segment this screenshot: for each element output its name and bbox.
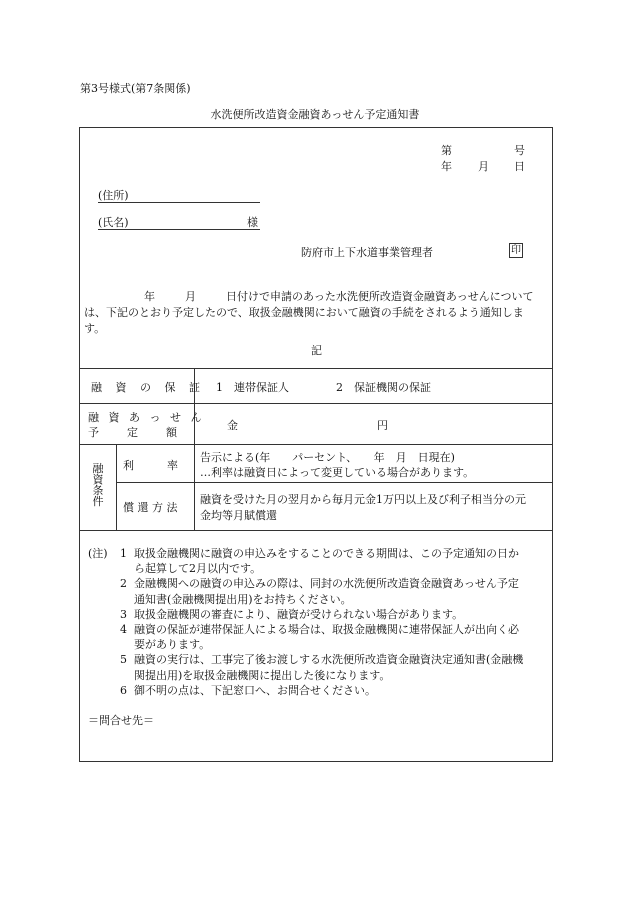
seal-mark: 印 — [511, 245, 521, 256]
repayment-line-2: 金均等月賦償還 — [200, 509, 277, 522]
rate-line-2: …利率は融資日によって変更している場合があります。 — [200, 466, 475, 479]
note-item — [80, 683, 554, 698]
document-title: 水洗便所改造資金融資あっせん予定通知書 — [210, 108, 420, 121]
note-line: 御不明の点は、下記窓口へ、お問合せください。 — [134, 683, 376, 697]
body-month: 月 — [185, 290, 196, 303]
table-rule-4 — [116, 482, 552, 483]
name-underline — [98, 229, 260, 230]
number-suffix: 号 — [514, 144, 525, 157]
note-line: 融資の保証が連帯保証人による場合は、取扱金融機関に連帯保証人が出向く必 — [134, 623, 519, 637]
conditions-col-divider — [116, 444, 117, 530]
body-line1: 日付けで申請のあった水洗便所改造資金融資あっせんについて — [226, 290, 534, 303]
date-year: 年 — [441, 160, 452, 173]
contact-heading: ＝問合せ先＝ — [88, 714, 154, 727]
note-continuation: ら起算して2月以内です。 — [134, 562, 262, 576]
note-item — [80, 652, 554, 667]
note-line: 融資の実行は、工事完了後お渡しする水洗便所改造資金融資決定通知書(金融機 — [134, 653, 524, 667]
notice-body — [84, 289, 550, 337]
amount-prefix: 金 — [227, 419, 238, 432]
rate-line-1: 告示による(年 パーセント、 年 月 日現在) — [200, 451, 455, 464]
ki-label: 記 — [311, 344, 322, 357]
form-frame — [79, 127, 553, 762]
repayment-line-1: 融資を受けた月の翌月から毎月元金1万円以上及び利子相当分の元 — [200, 493, 526, 506]
note-line: 金融機関への融資の申込みの際は、同封の水洗便所改造資金融資あっせん予定 — [134, 577, 519, 591]
body-year: 年 — [144, 290, 155, 303]
note-number: 4 — [120, 623, 127, 637]
address-underline — [98, 202, 260, 203]
rate-label: 利 率 — [123, 459, 178, 472]
sender-name: 防府市上下水道事業管理者 — [301, 246, 433, 259]
guarantee-label: 融 資 の 保 証 — [91, 381, 205, 394]
honorific: 様 — [247, 216, 258, 229]
note-number: 1 — [120, 547, 127, 560]
body-line3: す。 — [84, 322, 106, 335]
body-line2: は、下記のとおり予定したので、取扱金融機関において融資の手続をされるよう通知しま — [84, 306, 524, 319]
address-label: (住所) — [98, 189, 129, 202]
notes-lead: (注) — [88, 547, 108, 560]
table-rule-2 — [80, 403, 552, 404]
repayment-label: 償 還 方 法 — [123, 501, 178, 514]
note-continuation: 要があります。 — [134, 638, 211, 652]
table-top-rule — [80, 368, 552, 369]
note-item — [80, 576, 554, 591]
amount-label-line2: 予 定 額 — [88, 426, 179, 439]
guarantee-option-2: 2 保証機関の保証 — [336, 381, 431, 394]
notes-section — [80, 546, 554, 698]
conditions-label: 融 資 条 件 — [92, 462, 104, 508]
date-day: 日 — [514, 160, 525, 173]
note-number: 2 — [120, 577, 127, 591]
date-month: 月 — [478, 160, 489, 173]
name-label: (氏名) — [98, 216, 129, 229]
note-continuation: 通知書(金融機関提出用)をお持ちください。 — [134, 592, 352, 606]
note-item — [80, 622, 554, 637]
note-item — [80, 607, 554, 622]
guarantee-option-1: 1 連帯保証人 — [216, 381, 289, 394]
form-number: 第3号様式(第7条関係) — [80, 82, 191, 95]
note-number: 6 — [120, 683, 127, 697]
amount-label-line1: 融 資 あ っ せ ん — [88, 411, 205, 424]
note-number: 5 — [120, 653, 127, 667]
note-continuation: 関提出用)を取扱金融機関に提出した後になります。 — [134, 668, 391, 682]
amount-unit: 円 — [377, 419, 388, 432]
note-item — [80, 546, 554, 561]
table-rule-3 — [80, 444, 552, 445]
table-bottom-rule — [80, 530, 552, 531]
number-label: 第 — [441, 144, 452, 157]
note-line: 取扱金融機関に融資の申込みをすることのできる期間は、この予定通知の日か — [134, 547, 519, 560]
note-number: 3 — [120, 607, 127, 621]
note-line: 取扱金融機関の審査により、融資が受けられない場合があります。 — [134, 607, 464, 621]
